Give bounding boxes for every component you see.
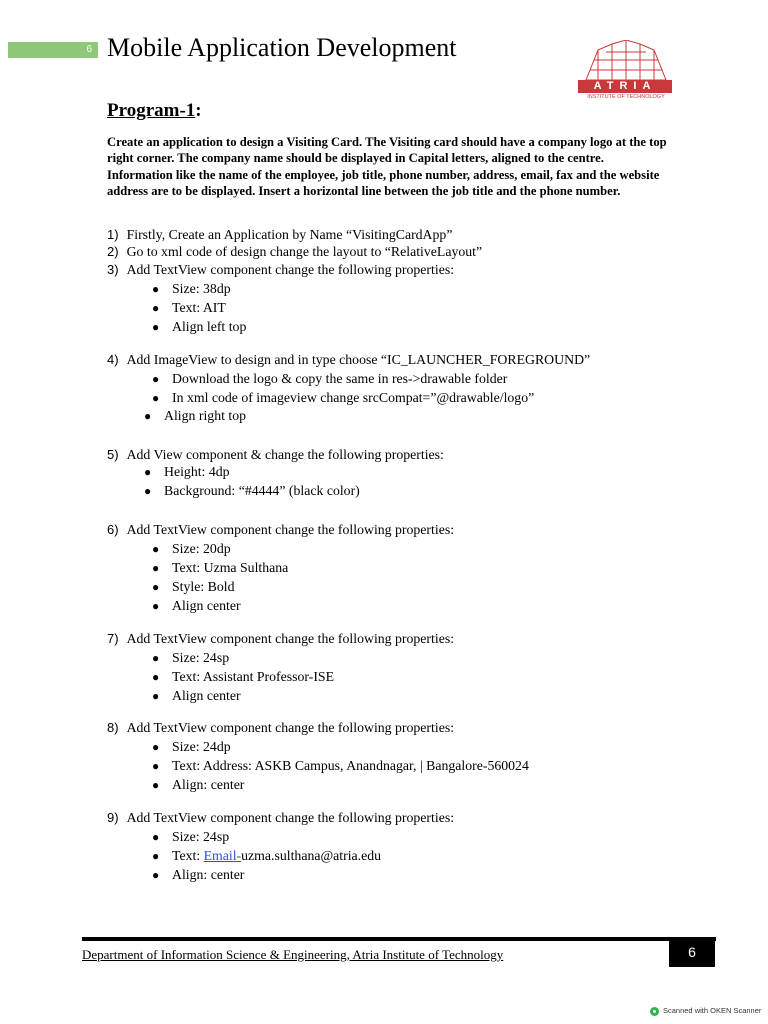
- bullet-item: ● Style: Bold: [152, 579, 235, 594]
- bullet-text: Text: AIT: [172, 300, 226, 315]
- bullet-item: ● Background: “#4444” (black color): [144, 483, 360, 498]
- scanner-logo-icon: [650, 1007, 659, 1016]
- bullet-text: Align left top: [172, 319, 247, 334]
- step-number: 4): [107, 352, 119, 367]
- bullet-item: ● Size: 24sp: [152, 650, 230, 665]
- footer-page-number: 6: [669, 937, 715, 967]
- step-text: Add View component & change the following properties:: [126, 447, 444, 462]
- bullet-item: ● Align center: [152, 598, 241, 613]
- header-title: Mobile Application Development: [107, 33, 457, 62]
- logo-word: ATRIA: [578, 80, 672, 93]
- step-number: 8): [107, 720, 119, 735]
- bullet-text: Background: “#4444” (black color): [164, 483, 360, 498]
- program-title-text: Program-1: [107, 100, 196, 121]
- program-title-colon: :: [195, 100, 202, 121]
- bullet-item: ● Text: AIT: [152, 300, 226, 315]
- step-text: Add TextView component change the following properties:: [126, 262, 455, 277]
- bullet-text: Size: 20dp: [172, 541, 231, 556]
- bullet-text: Size: 24sp: [172, 829, 230, 844]
- bullet-text: Size: 24sp: [172, 650, 230, 665]
- bullet-text: Align: center: [172, 867, 245, 882]
- bullet-item: ● Align: center: [152, 777, 245, 792]
- bullet-item: ● Download the logo & copy the same in res->drawable folder: [152, 371, 508, 386]
- bullet-text: Text: Assistant Professor-ISE: [172, 669, 335, 684]
- bullet-text: Align center: [172, 598, 241, 613]
- step-text: Add ImageView to design and in type choose “IC_LAUNCHER_FOREGROUND”: [126, 352, 591, 367]
- program-description: Create an application to design a Visiting Card. The Visiting card should have a company logo at the top right corner. The company name should be displayed in Capital letters, aligned to the centre. Information like the name of the employee, job title, phone number, address, email, fax and the website address are to be displayed. Insert a horizontal line between the job title and the phone number.: [107, 135, 667, 199]
- logo-subtitle: INSTITUTE OF TECHNOLOGY: [587, 94, 665, 100]
- bullet-text: Align center: [172, 688, 241, 703]
- bullet-item: ● Height: 4dp: [144, 464, 230, 479]
- step-2: [107, 243, 482, 261]
- footer-divider: [82, 937, 716, 941]
- bullet-text: Align right top: [164, 408, 247, 423]
- step-number: 6): [107, 522, 119, 537]
- step-text: Add TextView component change the following properties:: [126, 720, 455, 735]
- bullet-item: ● Text: Assistant Professor-ISE: [152, 669, 335, 684]
- bullet-item: ● Size: 38dp: [152, 281, 231, 296]
- step-number: 1): [107, 227, 119, 242]
- atria-logo: [578, 40, 674, 102]
- email-link[interactable]: Email-: [203, 848, 242, 863]
- step-number: 9): [107, 810, 119, 825]
- step-number: 5): [107, 447, 119, 462]
- page-number-tab: 6: [8, 42, 98, 58]
- bullet-text: In xml code of imageview change srcCompat=”@drawable/logo”: [172, 390, 535, 405]
- bullet-text: Height: 4dp: [164, 464, 230, 479]
- step-9: [107, 809, 454, 827]
- step-6: [107, 521, 454, 539]
- step-text: Add TextView component change the following properties:: [126, 631, 455, 646]
- step-text: Go to xml code of design change the layout to “RelativeLayout”: [126, 244, 483, 259]
- bullet-text: Text:: [172, 848, 204, 863]
- bullet-text: Text: Uzma Sulthana: [172, 560, 289, 575]
- bullet-text: Text: Address: ASKB Campus, Anandnagar, | Bangalore-560024: [172, 758, 529, 773]
- building-skyline-icon: [578, 40, 674, 80]
- footer-department: Department of Information Science & Engineering, Atria Institute of Technology: [82, 947, 504, 962]
- program-title: [107, 100, 202, 122]
- bullet-item: ● Size: 24dp: [152, 739, 231, 754]
- step-5: [107, 446, 444, 464]
- bullet-item: ● Text: Uzma Sulthana: [152, 560, 289, 575]
- email-address: uzma.sulthana@atria.edu: [241, 848, 382, 863]
- bullet-text: Size: 38dp: [172, 281, 231, 296]
- step-text: Add TextView component change the following properties:: [126, 522, 455, 537]
- bullet-item: ● Align left top: [152, 319, 247, 334]
- scanner-watermark: [650, 1006, 761, 1016]
- step-number: 2): [107, 244, 119, 259]
- step-number: 7): [107, 631, 119, 646]
- bullet-text: Download the logo & copy the same in res->drawable folder: [172, 371, 508, 386]
- step-text: Add TextView component change the following properties:: [126, 810, 455, 825]
- scanner-label: Scanned with OKEN Scanner: [663, 1006, 762, 1015]
- bullet-item: ● Align right top: [144, 408, 247, 423]
- bullet-text: Size: 24dp: [172, 739, 231, 754]
- bullet-item: ● Size: 20dp: [152, 541, 231, 556]
- bullet-text: Align: center: [172, 777, 245, 792]
- step-1: [107, 226, 452, 244]
- bullet-item: ● Text: Address: ASKB Campus, Anandnagar, | Bangalore-560024: [152, 758, 529, 773]
- step-4: [107, 351, 590, 369]
- step-3: [107, 261, 454, 279]
- step-8: [107, 719, 454, 737]
- step-7: [107, 630, 454, 648]
- step-number: 3): [107, 262, 119, 277]
- bullet-item: ● Align center: [152, 688, 241, 703]
- bullet-item: ● In xml code of imageview change srcCompat=”@drawable/logo”: [152, 390, 535, 405]
- bullet-item: ● Align: center: [152, 867, 245, 882]
- bullet-text: Style: Bold: [172, 579, 235, 594]
- bullet-item: ● Size: 24sp: [152, 829, 230, 844]
- bullet-item-email: ● Text: Email-uzma.sulthana@atria.edu: [152, 848, 382, 863]
- step-text: Firstly, Create an Application by Name “VisitingCardApp”: [126, 227, 453, 242]
